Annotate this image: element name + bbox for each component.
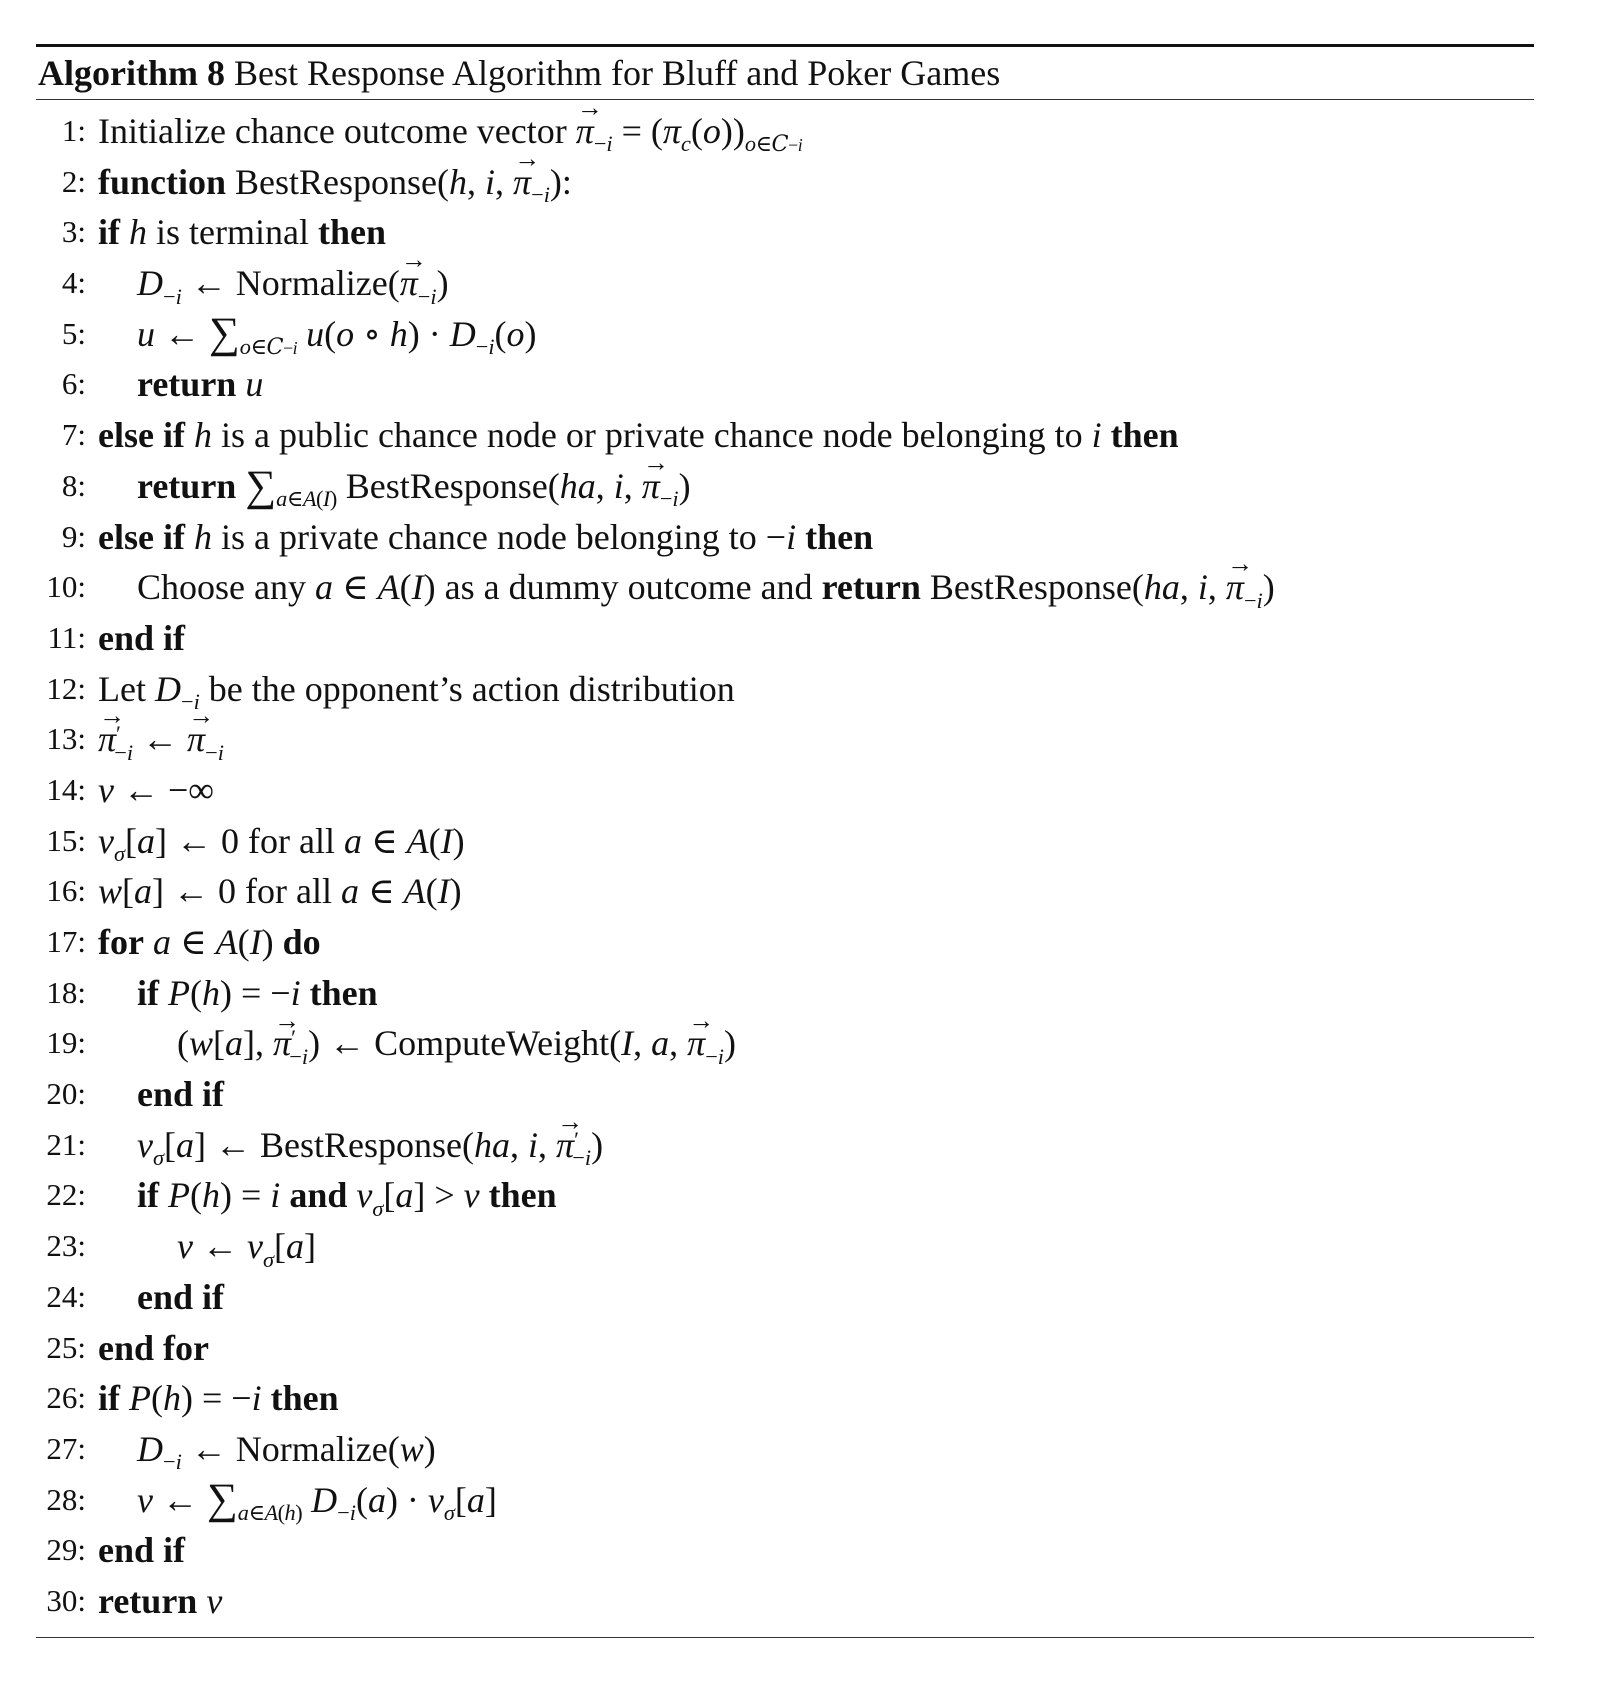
line-code: for a ∈ A(I) do <box>98 922 321 962</box>
line-number: 9: <box>61 518 86 554</box>
line-number: 28: <box>46 1481 86 1517</box>
algo-line <box>36 309 1534 360</box>
line-number: 24: <box>46 1278 86 1314</box>
line-number: 25: <box>46 1329 86 1365</box>
algo-line <box>36 410 1534 461</box>
line-number: 14: <box>46 771 86 807</box>
algo-line <box>36 1170 1534 1221</box>
line-code: Initialize chance outcome vector → $\pi_{-i} = (\pi_c(o))_{o\in C-i}$ <box>98 106 802 157</box>
line-code: function BestResponse(h, i, → $\pi_{-i}$): <box>98 157 572 208</box>
algorithm-lines <box>36 100 1534 1627</box>
line-code: return v <box>98 1580 223 1621</box>
algo-line <box>36 1475 1534 1526</box>
line-code: end for <box>98 1327 209 1368</box>
line-number: 3: <box>61 214 86 250</box>
algo-line <box>36 512 1534 563</box>
algorithm-block <box>36 44 1534 1638</box>
algo-line <box>36 1069 1534 1120</box>
line-code: end if <box>98 1530 186 1571</box>
algo-line <box>36 207 1534 258</box>
line-code: Let $D_{-i}$ be the opponent’s action distribution <box>98 668 735 715</box>
line-code: $v_\sigma[a]$ ← 0 for all a ∈ A(I) <box>98 820 465 867</box>
line-code: if P(h) = −i then <box>98 1378 339 1419</box>
line-code: $v_\sigma[a]$ ← BestResponse(ha, i, → $\pi'_{-i}$) <box>137 1120 603 1171</box>
line-number: 27: <box>46 1430 86 1466</box>
line-number: 29: <box>46 1532 86 1568</box>
line-number: 11: <box>47 619 86 655</box>
line-number: 16: <box>46 873 86 909</box>
line-code: (w[a], → $\pi'_{-i}$) ← ComputeWeight(I, a, → $\pi_{-i}$) <box>177 1018 736 1069</box>
line-number: 12: <box>46 670 86 706</box>
line-code: $D_{-i}$ ← Normalize(w) <box>137 1428 436 1475</box>
algo-line <box>36 359 1534 410</box>
algo-line <box>36 917 1534 968</box>
line-code: end if <box>137 1074 225 1115</box>
line-number: 17: <box>46 924 86 959</box>
line-number: 23: <box>46 1228 86 1264</box>
algo-line <box>36 461 1534 512</box>
algorithm-title: Best Response Algorithm for Bluff and Poker Games <box>233 53 1001 93</box>
line-code: → $\pi'_{-i}$ ← → $\pi_{-i}$ <box>98 714 224 765</box>
algo-line <box>36 866 1534 917</box>
line-code: return u <box>137 364 264 405</box>
algo-line <box>36 765 1534 816</box>
algo-line <box>36 1120 1534 1171</box>
algo-line <box>36 106 1534 157</box>
algo-line <box>36 1373 1534 1424</box>
line-code: v ← $\sum_{a\in A(h)}$ $D_{-i}(a) \cdot v_\sigma[a]$ <box>137 1476 497 1526</box>
line-number: 1: <box>61 113 86 148</box>
algo-line <box>36 816 1534 867</box>
line-code: if h is terminal then <box>98 212 386 253</box>
line-code: v ← −∞ <box>98 769 214 810</box>
line-number: 18: <box>46 974 86 1010</box>
line-code: end if <box>98 617 186 658</box>
algo-line <box>36 1525 1534 1576</box>
line-code: u ← $\sum_{o\in C-i}$ u(o ∘ $h) \cdot D_{-i}(o)$ <box>137 310 537 361</box>
line-number: 15: <box>46 822 86 858</box>
algo-line <box>36 258 1534 309</box>
line-code: w[a] ← 0 for all a ∈ A(I) <box>98 871 462 912</box>
algo-line <box>36 157 1534 208</box>
algorithm-label: Algorithm 8 <box>38 53 225 93</box>
algo-line <box>36 968 1534 1019</box>
line-number: 20: <box>46 1076 86 1112</box>
line-number: 2: <box>61 163 86 199</box>
line-code: end if <box>137 1276 225 1317</box>
algo-line <box>36 714 1534 765</box>
line-number: 19: <box>46 1025 86 1061</box>
algo-line <box>36 1576 1534 1627</box>
line-code: $D_{-i}$ ← Normalize(→ $\pi_{-i}$) <box>137 258 449 309</box>
algo-line <box>36 1272 1534 1323</box>
algo-line <box>36 1323 1534 1374</box>
algo-line <box>36 1221 1534 1272</box>
algo-line <box>36 664 1534 715</box>
line-number: 30: <box>46 1582 86 1618</box>
line-code: Choose any a ∈ A(I) as a dummy outcome and return BestResponse(ha, i, → $\pi_{-i}$) <box>137 562 1275 613</box>
line-code: return $\sum_{a\in A(I)}$ BestResponse(ha, i, → $\pi_{-i}$) <box>137 461 691 512</box>
line-code: if P(h) = −i then <box>137 972 378 1013</box>
algo-line <box>36 613 1534 664</box>
line-number: 13: <box>46 721 86 757</box>
line-number: 10: <box>46 569 86 605</box>
line-number: 21: <box>46 1126 86 1162</box>
line-code: if P(h) = i and $v_\sigma[a] > v$ then <box>137 1175 557 1221</box>
line-number: 26: <box>46 1380 86 1416</box>
line-number: 22: <box>46 1177 86 1213</box>
line-number: 5: <box>61 315 86 351</box>
line-number: 8: <box>61 467 86 503</box>
line-code: else if h is a public chance node or private chance node belonging to i then <box>98 415 1179 456</box>
algo-line <box>36 1018 1534 1069</box>
algorithm-caption <box>36 47 1534 99</box>
bottom-rule <box>36 1637 1534 1638</box>
line-code: else if h is a private chance node belonging to −i then <box>98 516 874 557</box>
algo-line <box>36 1424 1534 1475</box>
algo-line <box>36 562 1534 613</box>
line-number: 4: <box>61 265 86 301</box>
line-number: 6: <box>61 366 86 402</box>
line-number: 7: <box>61 417 86 453</box>
line-code: v ← $v_\sigma[a]$ <box>177 1226 316 1272</box>
